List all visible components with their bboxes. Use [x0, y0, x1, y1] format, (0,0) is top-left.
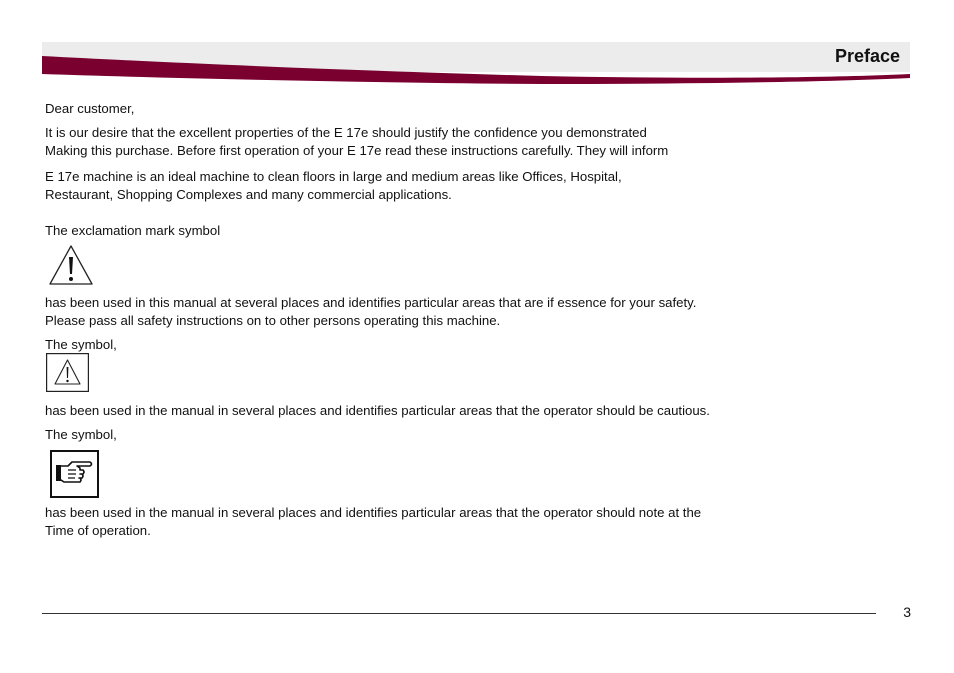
pointing-hand-icon — [50, 450, 99, 498]
page-title: Preface — [834, 46, 900, 66]
machine-line-2: Restaurant, Shopping Complexes and many commercial applications. — [45, 187, 452, 202]
intro-line-2: Making this purchase. Before first operation of your E 17e read these instructions carefully. They will inform — [45, 143, 669, 158]
exclamation-desc-line-2: Please pass all safety instructions on to other persons operating this machine. — [45, 313, 501, 328]
note-intro: The symbol, — [45, 427, 117, 442]
caution-box-icon — [46, 353, 89, 392]
caution-intro: The symbol, — [45, 337, 117, 352]
exclamation-intro: The exclamation mark symbol — [45, 223, 221, 238]
exclamation-desc-line-1: has been used in this manual at several places and identifies particular areas that are if essence for your safety. — [45, 295, 697, 310]
intro-line-1: It is our desire that the excellent properties of the E 17e should justify the confidence you demonstrated — [45, 125, 647, 140]
footer-rule — [42, 613, 876, 614]
greeting: Dear customer, — [45, 101, 135, 116]
page-number: 3 — [903, 604, 911, 620]
caution-desc: has been used in the manual in several places and identifies particular areas that the operator should be cautious. — [45, 403, 710, 418]
warning-triangle-icon — [48, 244, 94, 286]
machine-line-1: E 17e machine is an ideal machine to clean floors in large and medium areas like Offices, Hospital, — [45, 169, 622, 184]
note-desc-line-2: Time of operation. — [45, 523, 151, 538]
header-band — [42, 42, 910, 88]
note-desc-line-1: has been used in the manual in several places and identifies particular areas that the operator should note at the — [45, 505, 702, 520]
